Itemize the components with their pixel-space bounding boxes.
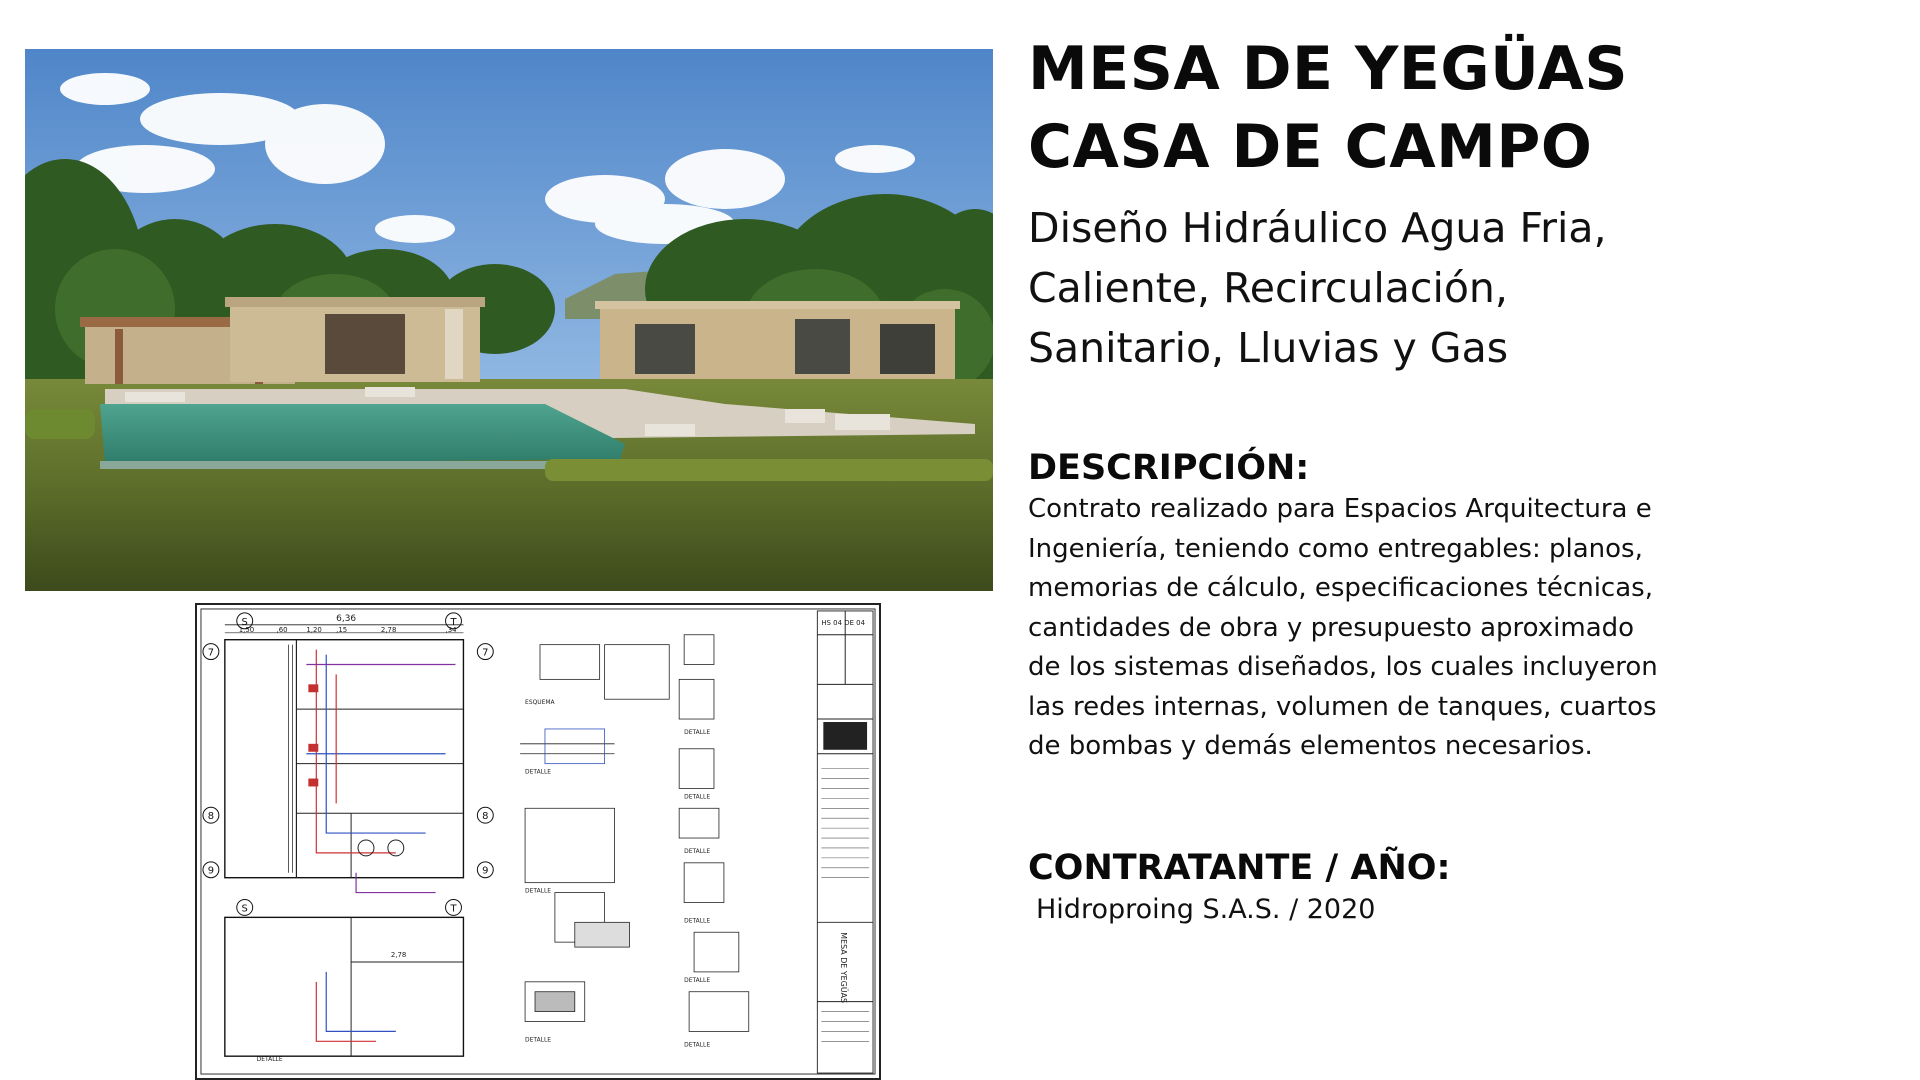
description-line: memorias de cálculo, especificaciones técnicas, <box>1028 573 1653 603</box>
svg-text:1,20: 1,20 <box>306 625 322 634</box>
svg-text:DETALLE: DETALLE <box>684 917 711 925</box>
svg-text:DETALLE: DETALLE <box>684 847 711 855</box>
description-line: de los sistemas diseñados, los cuales incluyeron <box>1028 652 1658 682</box>
svg-text:2,78: 2,78 <box>390 951 407 960</box>
svg-text:8: 8 <box>482 811 489 823</box>
description-line: Contrato realizado para Espacios Arquitectura e <box>1028 494 1652 524</box>
description-line: cantidades de obra y presupuesto aproximado <box>1028 612 1635 643</box>
svg-text:7: 7 <box>207 647 215 659</box>
svg-text:DETALLE: DETALLE <box>525 768 552 776</box>
svg-text:T: T <box>450 616 457 628</box>
house-render-image <box>25 49 993 591</box>
project-title-line-1: MESA DE YEGÜAS <box>1028 34 1629 104</box>
svg-text:DETALLE: DETALLE <box>256 1056 283 1064</box>
svg-text:,15: ,15 <box>336 625 348 634</box>
svg-text:7: 7 <box>482 647 489 659</box>
svg-text:DETALLE: DETALLE <box>684 1041 711 1049</box>
svg-text:S: S <box>241 903 248 915</box>
svg-text:9: 9 <box>207 865 215 877</box>
svg-text:2,78: 2,78 <box>380 625 397 634</box>
svg-text:8: 8 <box>207 811 215 823</box>
svg-text:DETALLE: DETALLE <box>525 1036 552 1044</box>
svg-text:ESQUEMA: ESQUEMA <box>525 699 555 707</box>
svg-text:T: T <box>450 903 457 915</box>
svg-text:,34: ,34 <box>445 625 457 634</box>
description-line: las redes internas, volumen de tanques, cuartos <box>1028 691 1657 722</box>
svg-text:,60: ,60 <box>276 625 288 634</box>
svg-text:6,36: 6,36 <box>336 613 357 624</box>
client-heading: CONTRATANTE / AÑO: <box>1028 848 1451 888</box>
client-value: Hidroproing S.A.S. / 2020 <box>1036 894 1376 925</box>
svg-text:1,50: 1,50 <box>238 625 255 634</box>
svg-text:DETALLE: DETALLE <box>684 793 711 801</box>
sheet-number: HS 04 DE 04 <box>821 618 866 627</box>
description-line: Ingeniería, teniendo como entregables: planos, <box>1028 533 1643 564</box>
hydraulic-drawing-image <box>195 603 881 1080</box>
project-subtitle <box>1028 198 1888 378</box>
svg-text:9: 9 <box>482 865 489 877</box>
description-line: de bombas y demás elementos necesarios. <box>1028 731 1593 761</box>
svg-text:DETALLE: DETALLE <box>684 728 711 736</box>
sheet-title-vertical: MESA DE YEGÜAS <box>839 932 849 1004</box>
subtitle-line: Diseño Hidráulico Agua Fria, <box>1028 204 1607 252</box>
description-body <box>1028 490 1788 767</box>
svg-text:S: S <box>241 616 248 628</box>
svg-text:DETALLE: DETALLE <box>684 976 711 984</box>
subtitle-line: Sanitario, Lluvias y Gas <box>1028 324 1509 372</box>
description-heading: DESCRIPCIÓN: <box>1028 448 1310 488</box>
svg-text:DETALLE: DETALLE <box>525 887 552 895</box>
project-title-line-2: CASA DE CAMPO <box>1028 112 1593 182</box>
project-info <box>1028 30 1888 925</box>
subtitle-line: Caliente, Recirculación, <box>1028 264 1508 312</box>
